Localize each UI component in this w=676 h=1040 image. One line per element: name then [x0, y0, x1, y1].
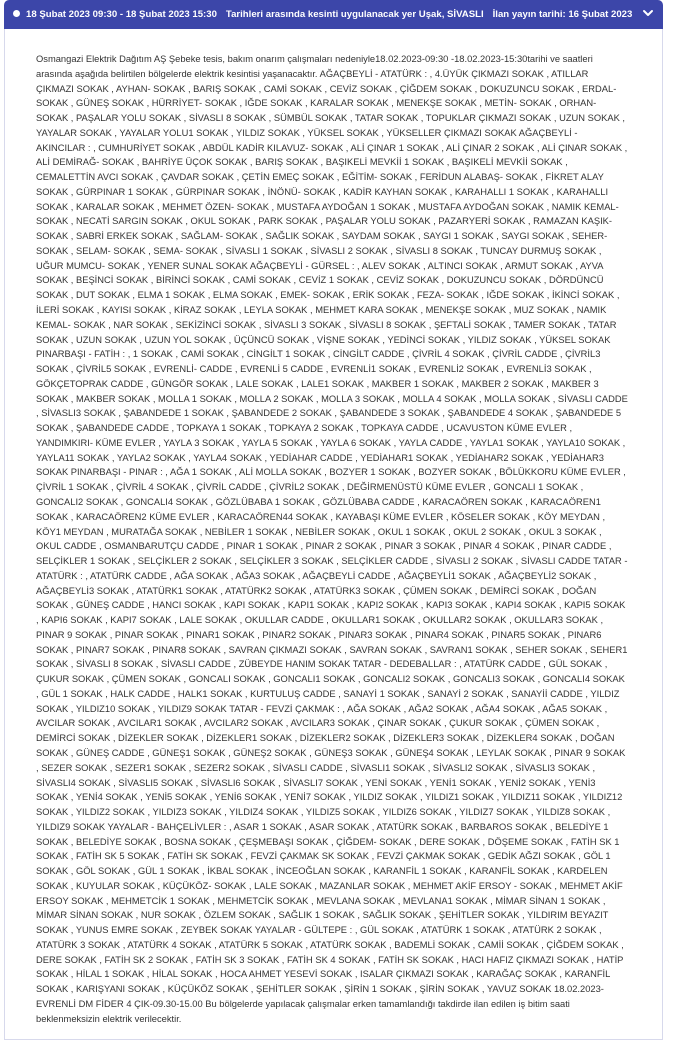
- publish-date: İlan yayın tarihi: 16 Şubat 2023: [492, 9, 633, 20]
- outage-details-text: Osmangazi Elektrik Dağıtım AŞ Şebeke tesis, bakım onarım çalışmaları nedeniyle18.02.2023-09:30 -18.02.2023-15:30tarihi ve saatleri arasında aşağıda belirtilen bölgelerde elektrik kesintisi yaşanacaktır. AĞAÇBEYLİ - ATATÜRK : , 4.ÜYÜK ÇIKMAZI SOKAK , ATILLAR ÇIKMAZI SOKAK , AYHAN- SOKAK , BARIŞ SOKAK , CAMİ SOKAK , CEVİZ SOKAK , ÇİĞDEM SOKAK , DOKUZUNCU SOKAK , ERDAL- SOKAK , GÜNEŞ SOKAK , HÜRRİYET- SOKAK , IĞDE SOKAK , KARALAR SOKAK , MENEKŞE SOKAK , METİN- SOKAK , ORHAN- SOKAK , PAŞALAR YOLU SOKAK , SİVASLI 8 SOKAK , SÜMBÜL SOKAK , TATAR SOKAK , TOPUKLAR ÇIKMAZI SOKAK , UZUN SOKAK , YAYALAR SOKAK , YAYALAR YOLU1 SOKAK , YILDIZ SOKAK , YÜKSEL SOKAK , YÜKSELLER ÇIKMAZI SOKAK AĞAÇBEYLİ - AKINCILAR : , CUMHURİYET SOKAK , ABDÜL KADİR KILAVUZ- SOKAK , ALİ ÇINAR 1 SOKAK , ALİ ÇINAR 2 SOKAK , ALİ ÇINAR SOKAK , ALİ DEMİRAĞ- SOKAK , BAHRİYE ÜÇOK SOKAK , BARIŞ SOKAK , BAŞIKELİ MEVKİİ 1 SOKAK , BAŞIKELİ MEVKİİ SOKAK , CEMALETTİN AVCI SOKAK , ÇAVDAR SOKAK , ÇETİN EMEÇ SOKAK , EĞİTİM- SOKAK , FERİDUN ALABAŞ- SOKAK , FİKRET ALAY SOKAK , GÜRPINAR 1 SOKAK , GÜRPINAR SOKAK , İNÖNÜ- SOKAK , KADİR KAYHAN SOKAK , KARAHALLI 1 SOKAK , KARAHALLI SOKAK , KARALAR SOKAK , MEHMET ÖZEN- SOKAK , MUSTAFA AYDOĞAN 1 SOKAK , MUSTAFA AYDOĞAN SOKAK , NAMIK KEMAL- SOKAK , NECATİ SARGIN SOKAK , OKUL SOKAK , PARK SOKAK , PAŞALAR YOLU SOKAK , PAZARYERİ SOKAK , RAMAZAN KAŞIK- SOKAK , SABRİ ERKEK SOKAK , SAĞLAM- SOKAK , SAĞLIK SOKAK , SAYDAM SOKAK , SAYGI 1 SOKAK , SAYGI SOKAK , SEHER- SOKAK , SELAM- SOKAK , SEMA- SOKAK , SİVASLI 1 SOKAK , SİVASLI 2 SOKAK , SİVASLI 8 SOKAK , TUNCAY DURMUŞ SOKAK , UĞUR MUMCU- SOKAK , YENER SUNAL SOKAK AĞAÇBEYLİ - GÜRSEL : , ALEV SOKAK , ALTINCI SOKAK , ARMUT SOKAK , AYVA SOKAK , BEŞİNCİ SOKAK , BİRİNCİ SOKAK , CAMİ SOKAK , CEVİZ 1 SOKAK , CEVİZ SOKAK , DOKUZUNCU SOKAK , DÖRDÜNCÜ SOKAK , DUT SOKAK , ELMA 1 SOKAK , ELMA SOKAK , EMEK- SOKAK , ERİK SOKAK , FEZA- SOKAK , IĞDE SOKAK , İKİNCİ SOKAK , İLERİ SOKAK , KAYISI SOKAK , KİRAZ SOKAK , LEYLA SOKAK , MEHMET KARA SOKAK , MENEKŞE SOKAK , MUZ SOKAK , NAMIK KEMAL- SOKAK , NAR SOKAK , SEKİZİNCİ SOKAK , SİVASLI 3 SOKAK , SİVASLI 8 SOKAK , ŞEFTALİ SOKAK , TAMER SOKAK , TATAR SOKAK , UZUN SOKAK , UZUN YOL SOKAK , ÜÇÜNCÜ SOKAK , VİŞNE SOKAK , YEDİNCİ SOKAK , YILDIZ SOKAK , YÜKSEL SOKAK PINARBAŞI - FATİH : , 1 SOKAK , CAMİ SOKAK , CİNGİLT 1 SOKAK , CİNGİLT CADDE , ÇİVRİL 4 SOKAK , ÇİVRİL CADDE , ÇİVRİL3 SOKAK , ÇİVRİL5 SOKAK , EVRENLİ- CADDE , EVRENLİ 5 CADDE , EVRENLİ1 SOKAK , EVRENLİ2 SOKAK , EVRENLİ3 SOKAK , GÖKÇETOPRAK CADDE , GÜNGÖR SOKAK , LALE SOKAK , LALE1 SOKAK , MAKBER 1 SOKAK , MAKBER 2 SOKAK , MAKBER 3 SOKAK , MAKBER SOKAK , MOLLA 1 SOKAK , MOLLA 2 SOKAK , MOLLA 3 SOKAK , MOLLA 4 SOKAK , MOLLA SOKAK , SİVASLI CADDE , SİVASLI3 SOKAK , ŞABANDEDE 1 SOKAK , ŞABANDEDE 2 SOKAK , ŞABANDEDE 3 SOKAK , ŞABANDEDE 4 SOKAK , ŞABANDEDE 5 SOKAK , ŞABANDEDE CADDE , TOPKAYA 1 SOKAK , TOPKAYA 2 SOKAK , TOPKAYA CADDE , UCAVUSTON KÜME EVLER , YANDIMKIRI- KÜME EVLER , YAYLA 3 SOKAK , YAYLA 5 SOKAK , YAYLA 6 SOKAK , YAYLA CADDE , YAYLA1 SOKAK , YAYLA10 SOKAK , YAYLA11 SOKAK , YAYLA2 SOKAK , YAYLA4 SOKAK , YEDİAHAR CADDE , YEDİAHAR1 SOKAK , YEDİAHAR2 SOKAK , YEDİAHAR3 SOKAK PINARBAŞI - PINAR : , AĞA 1 SOKAK , ALİ MOLLA SOKAK , BOZYER 1 SOKAK , BOZYER SOKAK , BÖLÜKKORU KÜME EVLER , ÇİVRİL 1 SOKAK , ÇİVRİL 4 SOKAK , ÇİVRİL CADDE , ÇİVRİL2 SOKAK , DEĞİRMENÜSTÜ KÜME EVLER , GONCALI 1 SOKAK , GONCALI2 SOKAK , GONCALI4 SOKAK , GÖZLÜBABA 1 SOKAK , GÖZLÜBABA CADDE , KARACAÖREN SOKAK , KARACAÖREN1 SOKAK , KARACAÖREN2 KÜME EVLER , KARACAÖREN44 SOKAK , KAYABAŞI KÜME EVLER , KÖSELER SOKAK , KÖY MEYDAN , KÖY1 MEYDAN , MURATAĞA SOKAK , NEBİLER 1 SOKAK , NEBİLER SOKAK , OKUL 1 SOKAK , OKUL 2 SOKAK , OKUL 3 SOKAK , OKUL CADDE , OSMANBARUTÇU CADDE , PINAR 1 SOKAK , PINAR 2 SOKAK , PINAR 3 SOKAK , PINAR 4 SOKAK , PINAR CADDE , SELÇİKLER 1 SOKAK , SELÇİKLER 2 SOKAK , SELÇİKLER 3 SOKAK , SELÇİKLER CADDE , SİVASLI 2 SOKAK , SİVASLI CADDE TATAR - ATATÜRK : , ATATÜRK CADDE , AĞA SOKAK , AĞA3 SOKAK , AĞAÇBEYLİ CADDE , AĞAÇBEYLİ1 SOKAK , AĞAÇBEYLİ2 SOKAK , AĞAÇBEYLİ3 SOKAK , ATATÜRK1 SOKAK , ATATÜRK2 SOKAK , ATATÜRK3 SOKAK , ÇÜMEN SOKAK , DEMİRCİ SOKAK , DOĞAN SOKAK , GÜNEŞ CADDE , HANCI SOKAK , KAPI SOKAK , KAPI1 SOKAK , KAPI2 SOKAK , KAPI3 SOKAK , KAPI4 SOKAK , KAPI5 SOKAK , KAPI6 SOKAK , KAPI7 SOKAK , LALE SOKAK , OKULLAR CADDE , OKULLAR1 SOKAK , OKULLAR2 SOKAK , OKULLAR3 SOKAK , PINAR 9 SOKAK , PINAR SOKAK , PINAR1 SOKAK , PINAR2 SOKAK , PINAR3 SOKAK , PINAR4 SOKAK , PINAR5 SOKAK , PINAR6 SOKAK , PINAR7 SOKAK , PINAR8 SOKAK , SAVRAN ÇIKMAZI SOKAK , SAVRAN SOKAK , SAVRAN1 SOKAK , SEHER SOKAK , SEHER1 SOKAK , SİVASLI 8 SOKAK , SİVASLI CADDE , ZÜBEYDE HANIM SOKAK TATAR - DEDEBALLAR : , ATATÜRK CADDE , GÜL SOKAK , ÇUKUR SOKAK , ÇÜMEN SOKAK , GONCALI SOKAK , GONCALI1 SOKAK , GONCALI2 SOKAK , GONCALI3 SOKAK , GONCALI4 SOKAK , GÜL 1 SOKAK , HALK CADDE , HALK1 SOKAK , KURTULUŞ CADDE , SANAYİ 1 SOKAK , SANAYİ 2 SOKAK , SANAYİİ CADDE , YILDIZ SOKAK , YILDIZ10 SOKAK , YILDIZ9 SOKAK TATAR - FEVZİ ÇAKMAK : , AĞA SOKAK , AĞA2 SOKAK , AĞA4 SOKAK , AĞA5 SOKAK , AVCILAR SOKAK , AVCILAR1 SOKAK , AVCILAR2 SOKAK , AVCILAR3 SOKAK , ÇINAR SOKAK , ÇUKUR SOKAK , ÇÜMEN SOKAK , DEMİRCİ SOKAK , DİZEKLER SOKAK , DİZEKLER1 SOKAK , DİZEKLER2 SOKAK , DİZEKLER3 SOKAK , DİZEKLER4 SOKAK , DOĞAN SOKAK , GÜNEŞ CADDE , GÜNEŞ1 SOKAK , GÜNEŞ2 SOKAK , GÜNEŞ3 SOKAK , GÜNEŞ4 SOKAK , LEYLAK SOKAK , PINAR 9 SOKAK , SEZER SOKAK , SEZER1 SOKAK , SEZER2 SOKAK , SİVASLI CADDE , SİVASLI1 SOKAK , SİVASLI2 SOKAK , SİVASLI3 SOKAK , SİVASLI4 SOKAK , SİVASLI5 SOKAK , SİVASLI6 SOKAK , SİVASLI7 SOKAK , YENİ SOKAK , YENİ1 SOKAK , YENİ2 SOKAK , YENİ3 SOKAK , YENİ4 SOKAK , YENİ5 SOKAK , YENİ6 SOKAK , YENİ7 SOKAK , YILDIZ SOKAK , YILDIZ1 SOKAK , YILDIZ11 SOKAK , YILDIZ12 SOKAK , YILDIZ2 SOKAK , YILDIZ3 SOKAK , YILDIZ4 SOKAK , YILDIZ5 SOKAK , YILDIZ6 SOKAK , YILDIZ7 SOKAK , YILDIZ8 SOKAK , YILDIZ9 SOKAK YAYALAR - BAHÇELİVLER : , ASAR 1 SOKAK , ASAR SOKAK , ATATÜRK SOKAK , BARBAROS SOKAK , BELEDİYE 1 SOKAK , BELEDİYE SOKAK , BOSNA SOKAK , ÇEŞMEBAŞI SOKAK , ÇİĞDEM- SOKAK , DERE SOKAK , DÖŞEME SOKAK , FATİH SK 1 SOKAK , FATİH SK 5 SOKAK , FATİH SK SOKAK , FEVZİ ÇAKMAK SK SOKAK , FEVZİ ÇAKMAK SOKAK , GEDİK AĞZI SOKAK , GÖL 1 SOKAK , GÖL SOKAK , GÜL 1 SOKAK , İKBAL SOKAK , İNCEOĞLAN SOKAK , KARANFİL 1 SOKAK , KARANFİL SOKAK , KARDELEN SOKAK , KUYULAR SOKAK , KÜÇÜKÖZ- SOKAK , LALE SOKAK , MAZANLAR SOKAK , MEHMET AKİF ERSOY - SOKAK , MEHMET AKİF ERSOY SOKAK , MEHMETCİK 1 SOKAK , MEHMETCİK SOKAK , MEVLANA SOKAK , MEVLANA1 SOKAK , MİMAR SİNAN 1 SOKAK , MİMAR SİNAN SOKAK , NUR SOKAK , ÖZLEM SOKAK , SAĞLIK 1 SOKAK , SAĞLIK SOKAK , ŞEHİTLER SOKAK , YILDIRIM BEYAZIT SOKAK , YUNUS EMRE SOKAK , ZEYBEK SOKAK YAYALAR - GÜLTEPE : , GÜL SOKAK , ATATÜRK 1 SOKAK , ATATÜRK 2 SOKAK , ATATÜRK 3 SOKAK , ATATÜRK 4 SOKAK , ATATÜRK 5 SOKAK , ATATÜRK SOKAK , BADEMLİ SOKAK , CAMİİ SOKAK , ÇİĞDEM SOKAK , DERE SOKAK , FATİH SK 2 SOKAK , FATİH SK 3 SOKAK , FATİH SK 4 SOKAK , FATİH SK SOKAK , HACI HAFIZ ÇIKMAZI SOKAK , HATİP SOKAK , HİLAL 1 SOKAK , HİLAL SOKAK , HOCA AHMET YESEVİ SOKAK , ISALAR ÇIKMAZI SOKAK , KARAĞAÇ SOKAK , KARANFİL SOKAK , KARIŞYANI SOKAK , KÜÇÜKÖZ SOKAK , ŞEHİTLER SOKAK , ŞİRİN 1 SOKAK , ŞİRİN SOKAK , YAVUZ SOKAK 18.02.2023-EVRENLİ DM FİDER 4 ÇIK-09.30-15.00 Bu bölgelerde yapılacak çalışmalar erken tamamlandığı takdirde ilan edilen iş bitim saati beklenmeksizin elektrik verilecektir.: [36, 54, 628, 1024]
- chevron-down-icon[interactable]: [642, 7, 654, 19]
- outage-date-range: 18 Şubat 2023 09:30 - 18 Şubat 2023 15:30: [26, 9, 217, 20]
- bullet-icon: [13, 10, 20, 17]
- outage-header[interactable]: [4, 0, 663, 29]
- outage-location: Tarihleri arasında kesinti uygulanacak yer Uşak, SİVASLI: [225, 9, 484, 20]
